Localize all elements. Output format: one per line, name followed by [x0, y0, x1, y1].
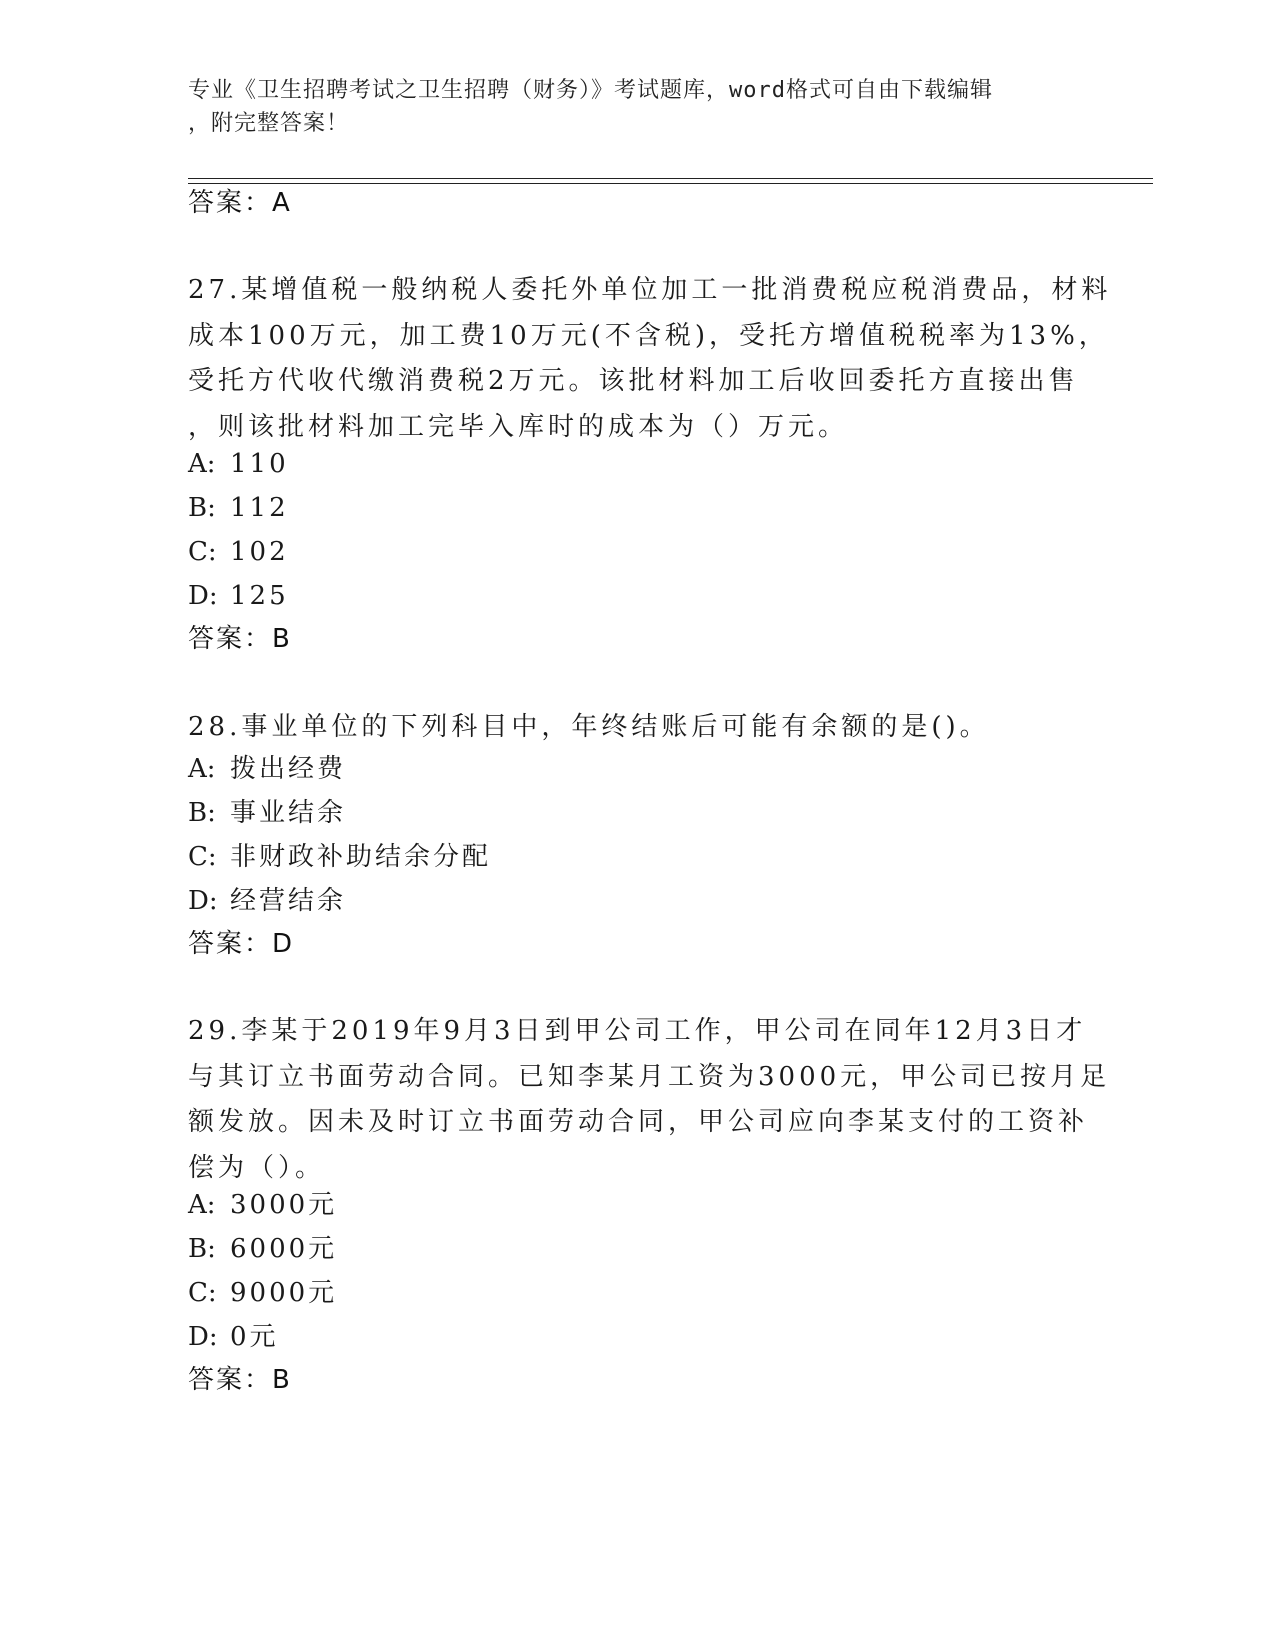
previous-answer: 答案：A	[188, 188, 292, 218]
question-line: 29.李某于2019年9月3日到甲公司工作，甲公司在同年12月3日才	[188, 1016, 1087, 1046]
option-text: 9000元	[230, 1278, 338, 1308]
question-line: 与其订立书面劳动合同。已知李某月工资为3000元，甲公司已按月足	[188, 1061, 1111, 1092]
document-header	[188, 74, 1088, 140]
question-28-option-b	[188, 796, 346, 830]
question-28-answer: 答案：D	[188, 929, 295, 959]
option-label: A:	[188, 1190, 216, 1220]
option-label: B:	[188, 493, 216, 523]
option-text: 110	[230, 449, 289, 479]
header-divider-bottom	[188, 183, 1153, 184]
option-text: 102	[230, 537, 289, 567]
option-label: D:	[188, 886, 218, 916]
option-text: 经营结余	[230, 886, 347, 916]
question-29-option-c	[188, 1276, 337, 1310]
option-text: 事业结余	[230, 798, 347, 828]
option-text: 非财政补助结余分配	[230, 842, 492, 872]
option-label: C:	[188, 1278, 217, 1308]
header-title-line-continued: ，附完整答案！	[188, 111, 350, 136]
question-28-option-c	[188, 840, 491, 874]
question-line: 27.某增值税一般纳税人委托外单位加工一批消费税应税消费品，材料	[188, 275, 1112, 305]
option-text: 拨出经费	[230, 754, 347, 784]
option-text: 112	[230, 493, 289, 523]
option-label: C:	[188, 842, 217, 872]
question-27-option-b	[188, 491, 289, 525]
option-text: 6000元	[230, 1234, 338, 1264]
option-label: A:	[188, 754, 216, 784]
question-28-text	[188, 705, 1088, 751]
question-28-option-d	[188, 884, 346, 918]
question-line: 偿为（）。	[188, 1152, 326, 1183]
question-line: ，则该批材料加工完毕入库时的成本为（）万元。	[188, 411, 849, 442]
question-29-option-a	[188, 1188, 337, 1222]
question-29-text	[188, 1009, 1111, 1191]
option-label: A:	[188, 449, 216, 479]
question-28-option-a	[188, 752, 346, 786]
question-29-answer: 答案：B	[188, 1365, 292, 1395]
option-label: B:	[188, 798, 216, 828]
question-29-option-b	[188, 1232, 337, 1266]
option-label: B:	[188, 1234, 216, 1264]
question-line: 受托方代收代缴消费税2万元。该批材料加工后收回委托方直接出售	[188, 366, 1079, 396]
option-label: C:	[188, 537, 217, 567]
question-27-option-c	[188, 535, 289, 569]
question-line: 28.事业单位的下列科目中，年终结账后可能有余额的是()。	[188, 712, 990, 742]
question-27-option-a	[188, 447, 289, 481]
option-label: D:	[188, 1322, 218, 1352]
option-text: 125	[230, 581, 289, 611]
option-text: 0元	[230, 1322, 279, 1352]
header-title-line: 专业《卫生招聘考试之卫生招聘（财务）》考试题库，word格式可自由下载编辑	[188, 78, 993, 103]
question-27-text	[188, 268, 1112, 450]
question-29-option-d	[188, 1320, 279, 1354]
question-line: 额发放。因未及时订立书面劳动合同，甲公司应向李某支付的工资补	[188, 1107, 1089, 1137]
question-line: 成本100万元，加工费10万元(不含税)，受托方增值税税率为13%，	[188, 320, 1109, 351]
header-divider-top	[188, 178, 1153, 179]
question-27-option-d	[188, 579, 289, 613]
question-27-answer: 答案：B	[188, 624, 292, 654]
option-text: 3000元	[230, 1190, 338, 1220]
option-label: D:	[188, 581, 218, 611]
